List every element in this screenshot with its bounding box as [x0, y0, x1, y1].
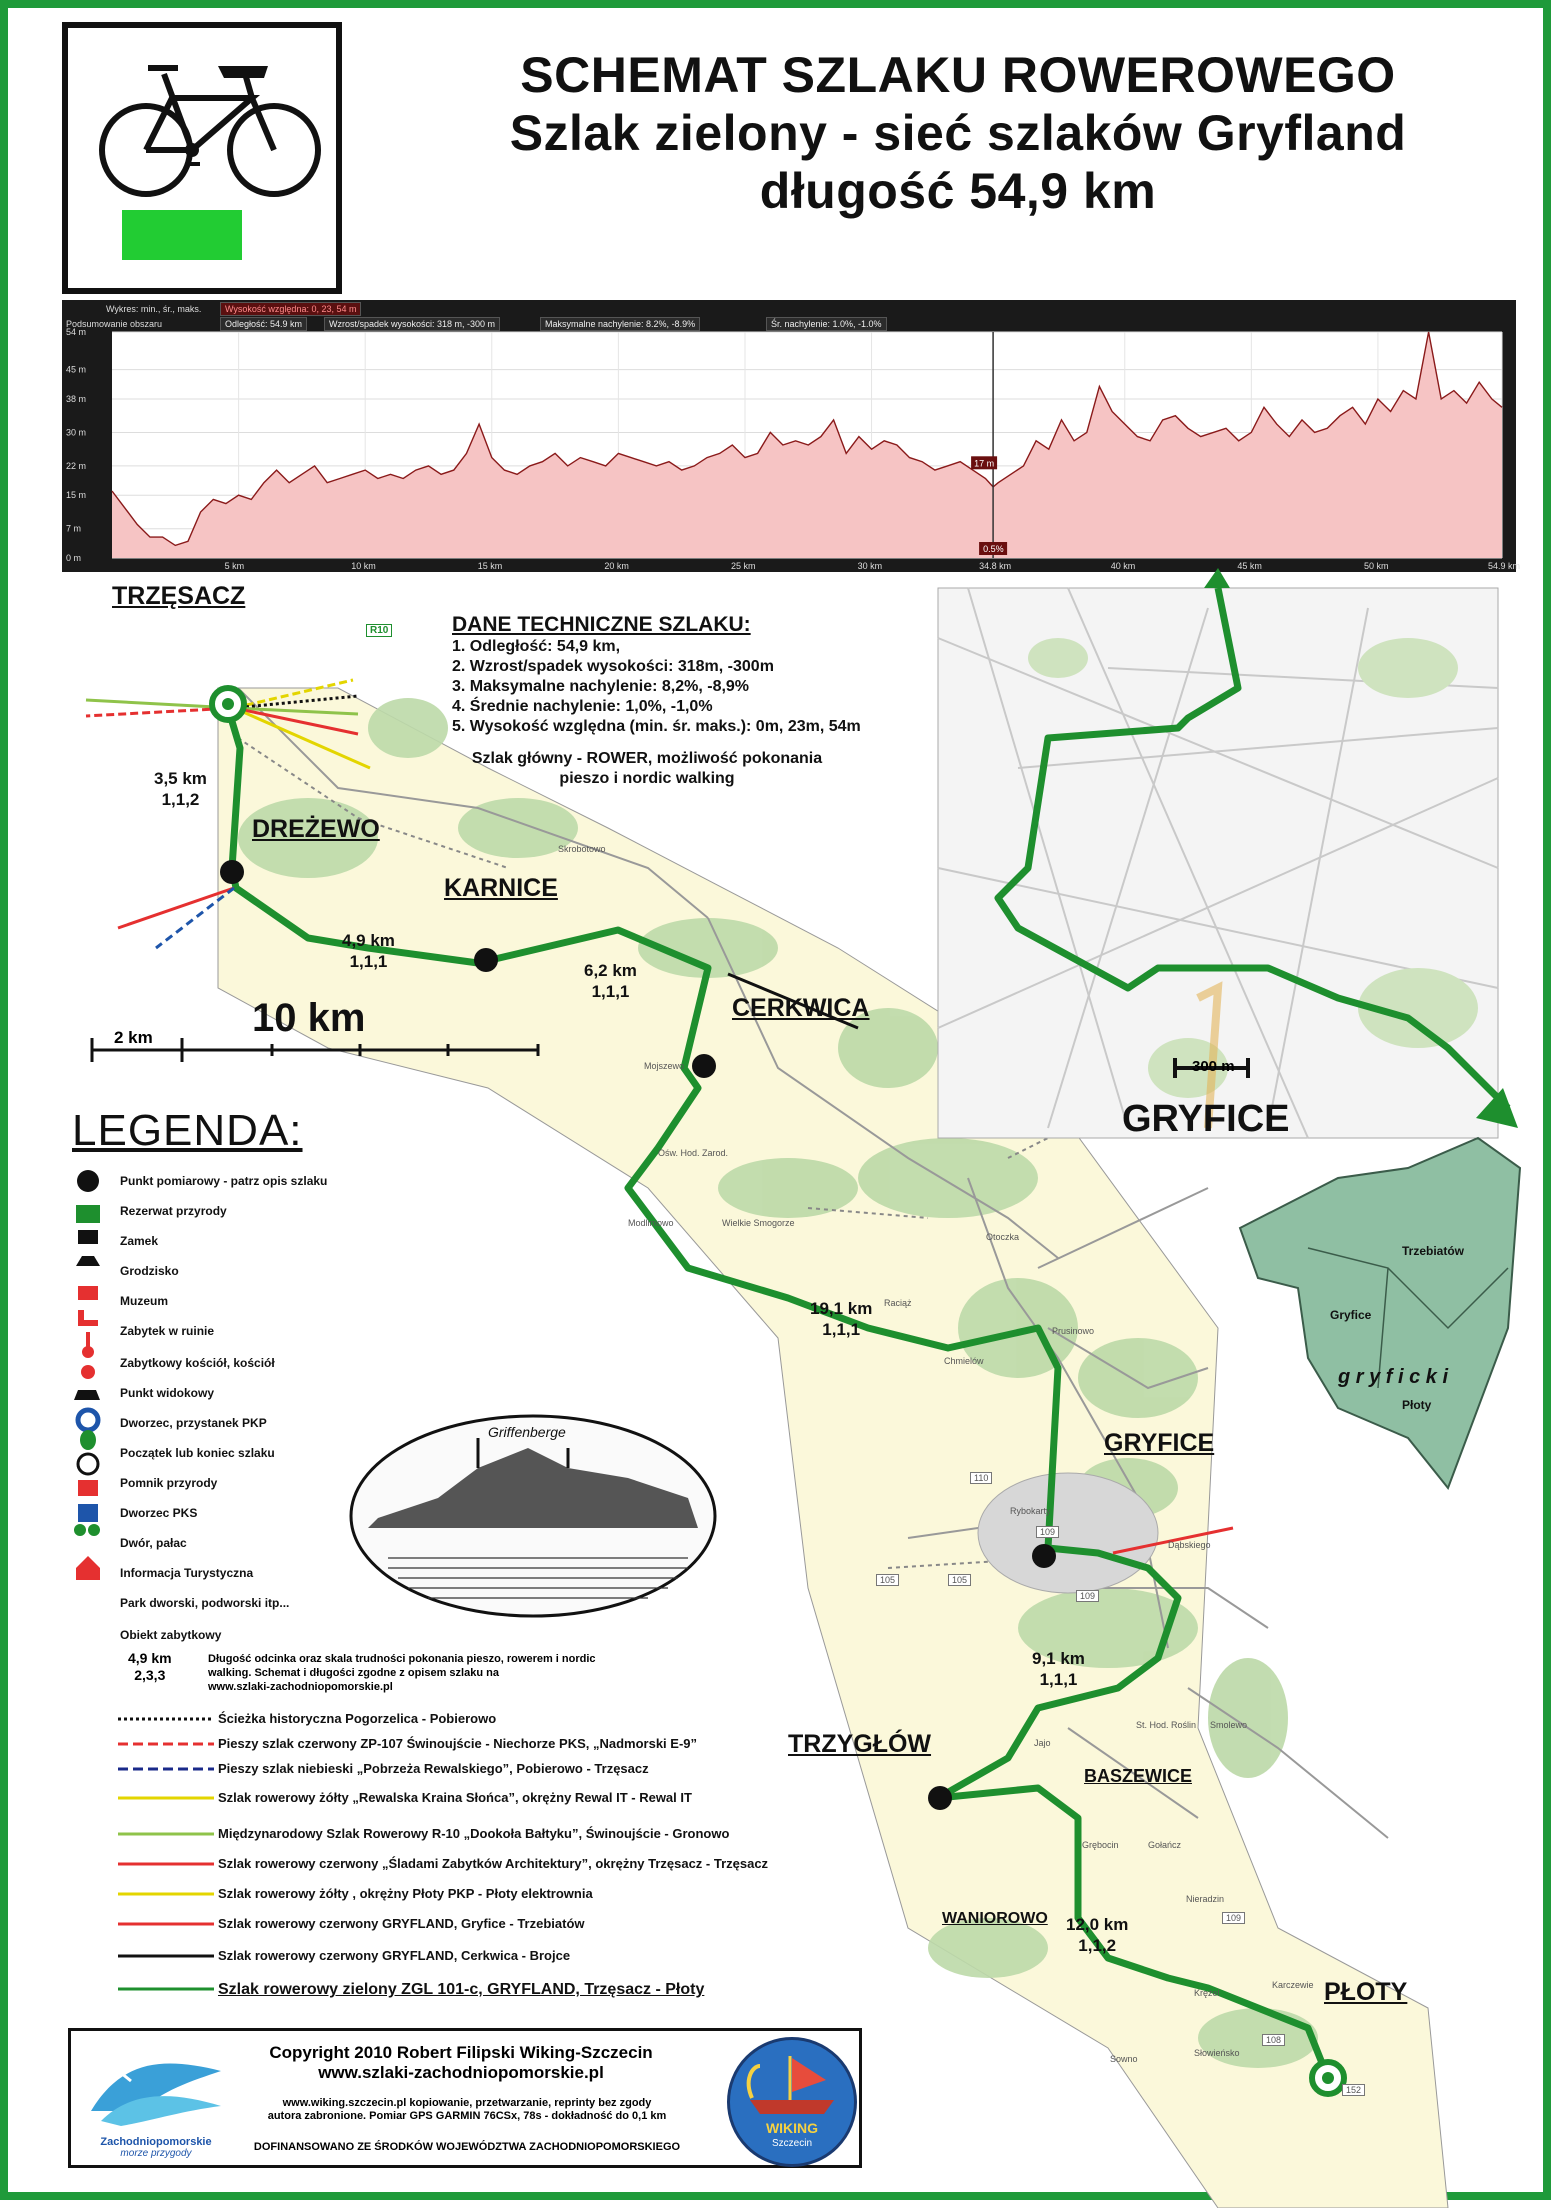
map-label: Gołańcz — [1148, 1840, 1182, 1850]
logo-text-1: Zachodniopomorskie — [100, 2136, 212, 2148]
tech-item: 2. Wzrost/spadek wysokości: 318m, -300m — [452, 658, 774, 675]
tech-item: 5. Wysokość względna (min. śr. maks.): 0m, 23m, 54m — [452, 718, 861, 735]
cursor-slope-label: 0.5% — [983, 544, 1004, 554]
legend-line-label: Pieszy szlak niebieski „Pobrzeża Rewalskiego”, Pobierowo - Trzęsacz — [218, 1761, 649, 1776]
tech-main-note: Szlak główny - ROWER, możliwość pokonania pieszo i nordic walking — [471, 750, 823, 787]
legend-line-label: Międzynarodowy Szlak Rowerowy R-10 „Dookoła Bałtyku”, Świnoujście - Gronowo — [218, 1826, 730, 1841]
map-label: Otoczka — [986, 1232, 1020, 1242]
profile-distance: Odległość: 54.9 km — [220, 317, 307, 331]
title-line-2: Szlak zielony - sieć szlaków Gryfland — [509, 105, 1407, 161]
r10-sign: R10 — [366, 624, 392, 637]
segment-label-2: 4,9 km 1,1,1 — [342, 931, 395, 971]
legend-symbols — [74, 1170, 100, 1580]
region-logo-icon — [81, 2051, 231, 2131]
y-tick-label: 45 m — [66, 364, 87, 375]
segment-label-3: 6,2 km 1,1,1 — [584, 961, 637, 1001]
district-label-gryfice: Gryfice — [1330, 1308, 1372, 1322]
x-tick-label: 20 km — [604, 561, 629, 571]
segment-label-4: 19,1 km 1,1,1 — [810, 1299, 873, 1339]
legend-symbol-label: Muzeum — [120, 1294, 168, 1308]
map-label: St. Hod. Roślin — [1136, 1720, 1197, 1730]
map-label: Ośw. Hod. Zarod. — [658, 1148, 729, 1158]
place-karnice: KARNICE — [444, 874, 558, 902]
profile-avg-slope: Śr. nachylenie: 1.0%, -1.0% — [766, 317, 887, 331]
tech-item: 1. Odległość: 54,9 km, — [452, 638, 621, 655]
legend-symbol-label: Dwór, pałac — [120, 1536, 187, 1550]
map-label: Sowno — [1110, 2054, 1138, 2064]
legend-line-label: Ścieżka historyczna Pogorzelica - Pobierowo — [218, 1711, 497, 1726]
legend-line-label: Szlak rowerowy czerwony GRYFLAND, Cerkwica - Brojce — [218, 1948, 571, 1963]
place-waniorowo: WANIOROWO — [942, 1910, 1048, 1927]
map-label: Smolewo — [1210, 1720, 1248, 1730]
map-label: Nieradzin — [1186, 1894, 1225, 1904]
district-label-ploty: Płoty — [1402, 1398, 1432, 1412]
legend-symbol-label: Zamek — [120, 1234, 159, 1248]
map-label: Skrobotowo — [558, 844, 606, 854]
profile-max-slope: Maksymalne nachylenie: 8.2%, -8.9% — [540, 317, 700, 331]
copyright-text: Copyright 2010 Robert Filipski Wiking-Szczecin www.szlaki-zachodniopomorskie.pl — [269, 2043, 653, 2082]
footer-copyright — [68, 2028, 862, 2168]
place-cerkwica: CERKWICA — [732, 994, 870, 1022]
elevation-profile — [62, 300, 1521, 572]
y-tick-label: 30 m — [66, 427, 87, 438]
road-number: 109 — [1076, 1590, 1099, 1602]
legend-example-desc: Długość odcinka oraz skala trudności pokonania pieszo, rowerem i nordic walking. Schemat i długości zgodne z opisem szlaku na www.szlaki-zachodniopomorskie.pl — [208, 1653, 596, 1693]
elevation-chart — [62, 300, 1521, 572]
title-line-3: długość 54,9 km — [759, 163, 1157, 219]
profile-graph-label: Wykres: min., śr., maks. — [106, 304, 202, 314]
tech-title: DANE TECHNICZNE SZLAKU: — [452, 613, 751, 636]
place-trzesacz: TRZĘSACZ — [112, 582, 246, 610]
legend-symbol-label: Początek lub koniec szlaku — [120, 1446, 275, 1460]
inset-title-gryfice: GRYFICE — [1122, 1098, 1290, 1140]
x-tick-label: 5 km — [224, 561, 245, 571]
x-tick-label: 50 km — [1363, 561, 1389, 571]
x-tick-label: 30 km — [857, 561, 883, 571]
logo-text-2: morze przygody — [120, 2148, 192, 2159]
legend-symbol-label: Punkt pomiarowy - patrz opis szlaku — [120, 1174, 328, 1188]
wiking-logo — [727, 2037, 857, 2167]
legend-symbol-label: Rezerwat przyrody — [120, 1204, 227, 1218]
map-label: Krężel — [1194, 1988, 1220, 1998]
x-tick-label: 25 km — [730, 561, 756, 571]
road-number: 109 — [1036, 1526, 1059, 1538]
map-label: Raciąż — [884, 1298, 912, 1308]
y-tick-label: 0 m — [66, 553, 82, 563]
wiking-logo-text: WIKING — [765, 2120, 819, 2136]
poster-title — [378, 46, 1538, 220]
map-label: Dąbskiego — [1168, 1540, 1211, 1550]
x-tick-label: 45 km — [1237, 561, 1262, 571]
map-label: Modlimowo — [628, 1218, 674, 1228]
historic-engraving — [351, 1416, 715, 1616]
legend-symbol-label: Zabytek w ruinie — [120, 1324, 215, 1338]
x-tick-label: 15 km — [477, 561, 503, 571]
legend-title: LEGENDA: — [72, 1106, 303, 1155]
map-label: Karczewie — [1272, 1980, 1314, 1990]
green-trail-mark — [122, 210, 242, 260]
segment-label-6: 12,0 km 1,1,2 — [1066, 1915, 1129, 1955]
y-tick-label: 54 m — [66, 327, 87, 337]
y-tick-label: 15 m — [66, 490, 87, 501]
map-label: Mojszewo — [644, 1061, 685, 1071]
gryfice-inset-map — [938, 568, 1518, 1138]
legend-symbol-label: Obiekt zabytkowy — [120, 1628, 222, 1642]
legend-line-label: Szlak rowerowy zielony ZGL 101-c, GRYFLAND, Trzęsacz - Płoty — [218, 1981, 705, 1998]
engraving-caption: Griffenberge — [488, 1424, 566, 1440]
legend-symbol-label: Park dworski, podworski itp... — [120, 1596, 290, 1610]
x-tick-label: 54.9 km — [1488, 561, 1521, 571]
y-tick-label: 7 m — [66, 523, 82, 534]
gryfice-town-area — [978, 1473, 1158, 1593]
road-number: 105 — [948, 1574, 971, 1586]
map-label: Słowieńsko — [1194, 2048, 1240, 2058]
x-tick-label: 34.8 km — [979, 561, 1012, 571]
map-label: Chmielów — [944, 1356, 984, 1366]
place-gryfice: GRYFICE — [1104, 1429, 1215, 1457]
inset-scale-label: 300 m — [1192, 1058, 1235, 1075]
scale-10km-label: 10 km — [252, 996, 366, 1040]
legend-symbol-label: Punkt widokowy — [120, 1386, 215, 1400]
tech-item: 3. Maksymalne nachylenie: 8,2%, -8,9% — [452, 678, 750, 695]
place-trzyglow: TRZYGŁÓW — [788, 1730, 932, 1758]
funding-note: DOFINANSOWANO ZE ŚRODKÓW WOJEWÓDZTWA ZACHODNIOPOMORSKIEGO — [253, 2141, 681, 2153]
legend-line-samples — [118, 1719, 214, 1989]
viking-ship-icon — [730, 2040, 854, 2120]
legend-line-label: Szlak rowerowy czerwony GRYFLAND, Gryfice - Trzebiatów — [218, 1916, 585, 1931]
place-drezewo: DREŻEWO — [252, 815, 380, 843]
wiking-logo-subtext: Szczecin — [771, 2138, 812, 2149]
map-label: Grębocin — [1082, 1840, 1119, 1850]
y-tick-label: 38 m — [66, 393, 87, 404]
legend-symbol-label: Informacja Turystyczna — [120, 1566, 254, 1580]
tech-item: 4. Średnie nachylenie: 1,0%, -1,0% — [452, 698, 713, 715]
map-label: Prusinowo — [1052, 1326, 1095, 1336]
scale-2km-label: 2 km — [114, 1028, 153, 1047]
technical-data — [452, 615, 932, 789]
road-number: 109 — [1222, 1912, 1245, 1924]
bicycle-trail-sign — [62, 22, 342, 294]
road-number: 108 — [1262, 2034, 1285, 2046]
profile-relative-height: Wysokość względna: 0, 23, 54 m — [220, 302, 361, 316]
zachodniopomorskie-logo — [81, 2051, 231, 2161]
map-label: Wielkie Smogorze — [722, 1218, 795, 1228]
profile-elevation-gain: Wzrost/spadek wysokości: 318 m, -300 m — [324, 317, 500, 331]
x-tick-label: 40 km — [1110, 561, 1136, 571]
place-ploty: PŁOTY — [1324, 1978, 1408, 2006]
bicycle-icon — [68, 28, 338, 198]
x-tick-label: 10 km — [351, 561, 376, 571]
legend-line-label: Szlak rowerowy czerwony „Śladami Zabytków Architektury”, okrężny Trzęsacz - Trzęsacz — [218, 1856, 769, 1871]
cursor-elev-label: 17 m — [974, 458, 995, 469]
map-label: Jajo — [1034, 1738, 1051, 1748]
district-name: g r y f i c k i — [1338, 1366, 1449, 1388]
legend-symbol-label: Grodzisko — [120, 1264, 179, 1278]
legend-line-label: Szlak rowerowy żółty , okrężny Płoty PKP - Płoty elektrownia — [218, 1886, 593, 1901]
legend-symbol-label: Pomnik przyrody — [120, 1476, 218, 1490]
legend-example-segment: 4,9 km 2,3,3 — [128, 1650, 172, 1683]
title-line-1: SCHEMAT SZLAKU ROWEROWEGO — [520, 47, 1396, 103]
map-label: Rybokarty — [1010, 1506, 1051, 1516]
legend-symbol-label: Zabytkowy kościół, kościół — [120, 1356, 275, 1370]
place-baszewice: BASZEWICE — [1084, 1766, 1192, 1786]
legend-symbol-label: Dworzec, przystanek PKP — [120, 1416, 267, 1430]
gryficki-county-inset — [1240, 1138, 1520, 1488]
profile-summary-label: Podsumowanie obszaru — [66, 319, 163, 329]
segment-label-1: 3,5 km 1,1,2 — [154, 769, 207, 809]
legend-line-label: Szlak rowerowy żółty „Rewalska Kraina Słońca”, okrężny Rewal IT - Rewal IT — [218, 1790, 692, 1805]
road-number: 110 — [970, 1472, 992, 1484]
legend-line-label: Pieszy szlak czerwony ZP-107 Świnoujście - Niechorze PKS, „Nadmorski E-9” — [218, 1736, 698, 1751]
y-tick-label: 22 m — [66, 460, 87, 471]
road-number: 105 — [876, 1574, 899, 1586]
legend-symbol-label: Dworzec PKS — [120, 1506, 198, 1520]
copyright-note: www.wiking.szczecin.pl kopiowanie, przetwarzanie, reprinty bez zgody autora zabronione. Pomiar GPS GARMIN 76CSx, 78s - dokładność do 0,1 km — [267, 2097, 667, 2122]
segment-label-5: 9,1 km 1,1,1 — [1032, 1649, 1085, 1689]
district-label-trzebiatow: Trzebiatów — [1402, 1244, 1465, 1258]
road-number: 152 — [1342, 2084, 1365, 2096]
